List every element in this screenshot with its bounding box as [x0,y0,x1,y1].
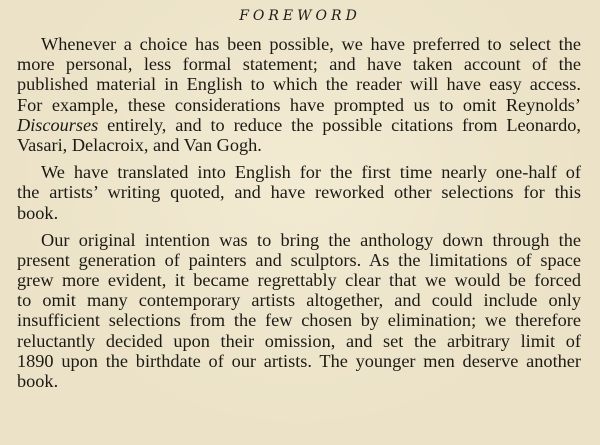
text-line: 1890 upon the birthdate of our artists. The younger men deserve another [17,350,581,371]
text-line: Our original intention was to bring the anthology down through the [41,229,581,250]
foreword-text [17,34,581,391]
text-line: For example, these considerations have prompted us to omit Reynolds’ [17,94,581,115]
text-line: We have translated into English for the first time nearly one-half of [41,162,581,183]
paragraph-gap [17,223,581,230]
italic-title: Discourses [17,114,99,135]
text-line: to omit many contemporary artists altogether, and could include only [17,290,581,311]
text-line-rest: entirely, and to reduce the possible citations from Leonardo, [98,114,581,135]
text-line: the artists’ writing quoted, and have reworked other selections for this [17,182,581,203]
paragraph-3 [17,230,581,392]
paragraph-gap [17,155,581,162]
text-line: Whenever a choice has been possible, we have preferred to select the [41,34,581,54]
paragraph-2 [17,162,581,223]
text-line: published material in English to which the reader will have easy access. [17,74,581,95]
text-line: grew more evident, it became regrettably clear that we would be forced [17,270,581,291]
page-title: FOREWORD [239,8,361,24]
text-line: present generation of painters and sculptors. As the limitations of space [17,249,581,270]
text-line: book. [17,202,59,223]
text-line: Vasari, Delacroix, and Van Gogh. [17,134,262,155]
text-line: more personal, less formal statement; and have taken account of the [17,54,581,75]
text-line: reluctantly decided upon their omission, and set the arbitrary limit of [17,330,581,351]
paragraph-1 [17,34,581,155]
text-line-with-italic [17,115,581,135]
text-line: book. [17,371,59,391]
text-line: insufficient selections from the few chosen by elimination; we therefore [17,310,581,331]
